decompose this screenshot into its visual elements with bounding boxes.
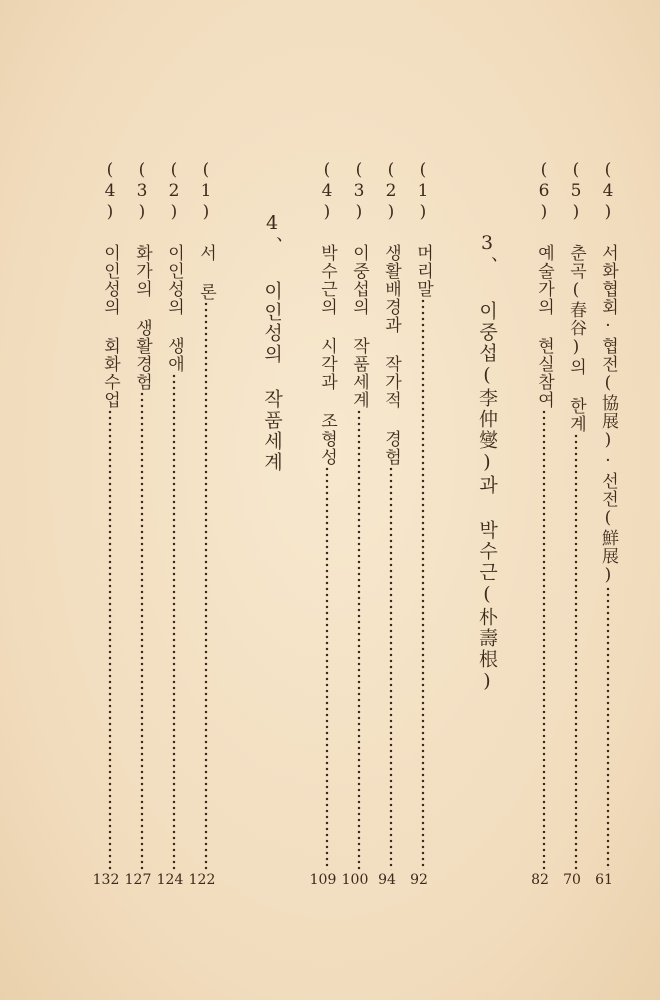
toc-page-number: 61 bbox=[595, 872, 613, 888]
toc-entry[interactable] bbox=[563, 160, 589, 870]
toc-entry-label: (4) 박수근의 시각과 조형성 bbox=[317, 160, 337, 466]
leader-dots bbox=[596, 586, 619, 870]
toc-entry[interactable] bbox=[531, 160, 557, 870]
toc-page-number: 82 bbox=[531, 872, 549, 888]
toc-entry[interactable] bbox=[161, 160, 187, 870]
toc-entry[interactable] bbox=[410, 160, 436, 870]
chapter-title-4[interactable]: 4、 이인성의 작품세계 bbox=[261, 212, 283, 473]
leader-dots bbox=[130, 391, 153, 870]
toc-page-number: 109 bbox=[309, 872, 337, 888]
toc-entry-label: (1) 서 론 bbox=[196, 160, 216, 301]
leader-dots bbox=[162, 373, 185, 870]
toc-entry-label: (4) 이인성의 회화수업 bbox=[100, 160, 120, 409]
leader-dots bbox=[194, 301, 217, 870]
toc-entry-label: (1) 머리말 bbox=[413, 160, 433, 298]
chapter-title-3[interactable]: 3、 이중섭(李仲燮)과 박수근(朴壽根) bbox=[476, 232, 498, 694]
toc-entry-label: (4) 서화협회·협전(協展)·선전(鮮展) bbox=[598, 160, 618, 586]
leader-dots bbox=[532, 409, 555, 870]
toc-entry-label: (3) 화가의 생활경험 bbox=[132, 160, 152, 391]
toc-entry[interactable] bbox=[378, 160, 404, 870]
toc-page-number: 124 bbox=[156, 872, 184, 888]
toc-page-number: 94 bbox=[378, 872, 396, 888]
toc-entry-label: (2) 생활배경과 작가적 경험 bbox=[381, 160, 401, 466]
leader-dots bbox=[564, 433, 587, 870]
toc-page-number: 92 bbox=[410, 872, 428, 888]
toc-page-number: 100 bbox=[341, 872, 369, 888]
toc-entry[interactable] bbox=[97, 160, 123, 870]
toc-entry[interactable] bbox=[193, 160, 219, 870]
toc-entry-label: (2) 이인성의 생애 bbox=[164, 160, 184, 373]
toc-entry[interactable] bbox=[129, 160, 155, 870]
toc-entry-label: (6) 예술가의 현실참여 bbox=[534, 160, 554, 409]
toc-entry-label: (5) 춘곡(春谷)의 한계 bbox=[566, 160, 586, 433]
toc-entry[interactable] bbox=[314, 160, 340, 870]
toc-entry-label: (3) 이중섭의 작품세계 bbox=[349, 160, 369, 409]
toc-page-number: 122 bbox=[188, 872, 216, 888]
toc-entry[interactable] bbox=[595, 160, 621, 870]
leader-dots bbox=[411, 298, 434, 870]
toc-page-number: 132 bbox=[92, 872, 120, 888]
leader-dots bbox=[347, 409, 370, 870]
leader-dots bbox=[379, 466, 402, 870]
leader-dots bbox=[98, 409, 121, 870]
toc-page-number: 127 bbox=[124, 872, 152, 888]
toc-page-number: 70 bbox=[563, 872, 581, 888]
toc-entry[interactable] bbox=[346, 160, 372, 870]
leader-dots bbox=[315, 466, 338, 870]
